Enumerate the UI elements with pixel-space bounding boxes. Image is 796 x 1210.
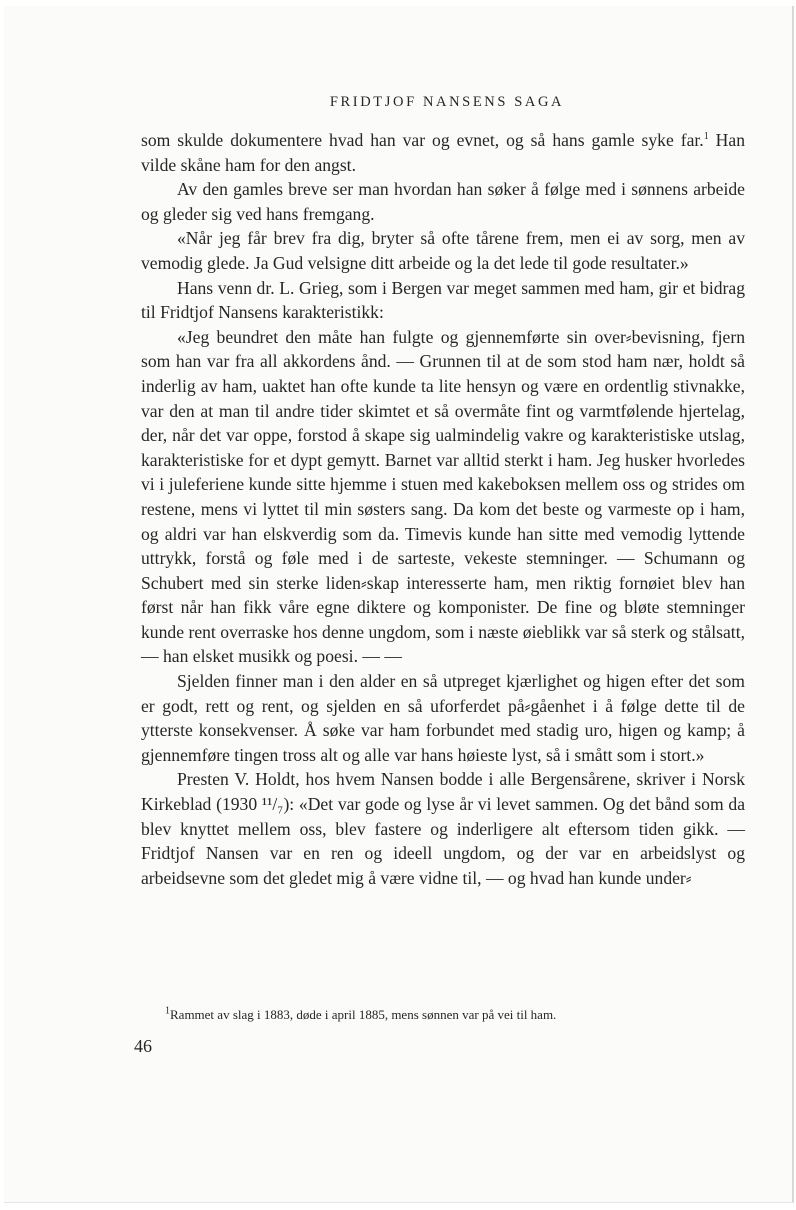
book-page [4,6,794,1203]
footnote-mark: 1 [165,1005,170,1017]
paragraph: «Jeg beundret den måte han fulgte og gjennemførte sin over⸗bevisning, fjern som han var fra all akkordens ånd. — Grunnen til at de som stod ham nær, holdt så inderlig av ham, uaktet han ofte kunde ta lite hensyn og være en ordentlig stivnakke, var den at man til andre tider skimtet et så overmåte fint og varmtfølende hjertelag, der, når det var oppe, forstod å skape sig ualmindelig vakre og karakteristiske utslag, karakteristiske for et dypt gemytt. Barnet var alltid sterkt i ham. Jeg husker hvorledes vi i juleferiene kunde sitte hjemme i stuen med kakeboksen mellem oss og strides om restene, mens vi lyttet til min søsters sang. Da kom det beste og varmeste op i ham, og aldri var han elskverdig som da. Timevis kunde han sitte med vemodig lyttende uttrykk, forstå og føle med i de sarteste, vekeste stemninger. — Schumann og Schubert med sin sterke liden⸗skap interesserte ham, men riktig fornøiet blev han først når han fikk våre egne diktere og komponister. De fine og bløte stemninger kunde rent overraske hos denne ungdom, som i næste øieblikk var så sterk og stålsatt, — han elsket musikk og poesi. — — [141,326,745,667]
paragraph: Hans venn dr. L. Grieg, som i Bergen var meget sammen med ham, gir et bidrag til Fridtjof Nansens karakteristikk: [141,277,745,323]
paragraph: «Når jeg får brev fra dig, bryter så ofte tårene frem, men ei av sorg, men av vemodig glede. Ja Gud velsigne ditt arbeide og la det lede til gode resultater.» [141,228,745,273]
paragraph: Presten V. Holdt, hos hvem Nansen bodde i alle Bergensårene, skriver i Norsk Kirkeblad (1930 ¹¹/₇): «Det var gode og lyse år vi levet sammen. Og det bånd som da blev knyttet mellem oss, blev fastere og inderligere alt eftersom tiden gikk. — Fridtjof Nansen var en ren og ideell ungdom, og der var en arbeidslyst og arbeidsevne som det gledet mig å være vidne til, — og hvad han kunde under⸗ [141,769,745,888]
page-number: 46 [134,1036,152,1056]
paragraph: Av den gamles breve ser man hvordan han søker å følge med i sønnens arbeide og gleder sig ved hans fremgang. [141,179,745,224]
footnote [141,1006,745,1024]
paragraph-text: Han vilde skåne ham for den angst. [141,130,745,175]
paragraph [141,128,745,177]
running-header: FRIDTJOF NANSENS SAGA [329,94,565,110]
footnote-ref: 1 [703,131,709,143]
paragraph: Sjelden finner man i den alder en så utpreget kjærlighet og higen efter det som er godt, rett og rent, og sjelden en så uforferdet på⸗gåenhet i å følge dette til de ytterste konsekvenser. Å søke var ham forbundet med stadig uro, higen og kamp; å gjennemføre tingen tross alt og alle var hans høieste lyst, så i smått som i stort.» [141,671,745,765]
paragraph-text: som skulde dokumentere hvad han var og evnet, og så hans gamle syke far. [141,130,704,150]
body-text [141,128,745,890]
footnote-text: Rammet av slag i 1883, døde i april 1885, mens sønnen var på vei til ham. [170,1007,557,1022]
